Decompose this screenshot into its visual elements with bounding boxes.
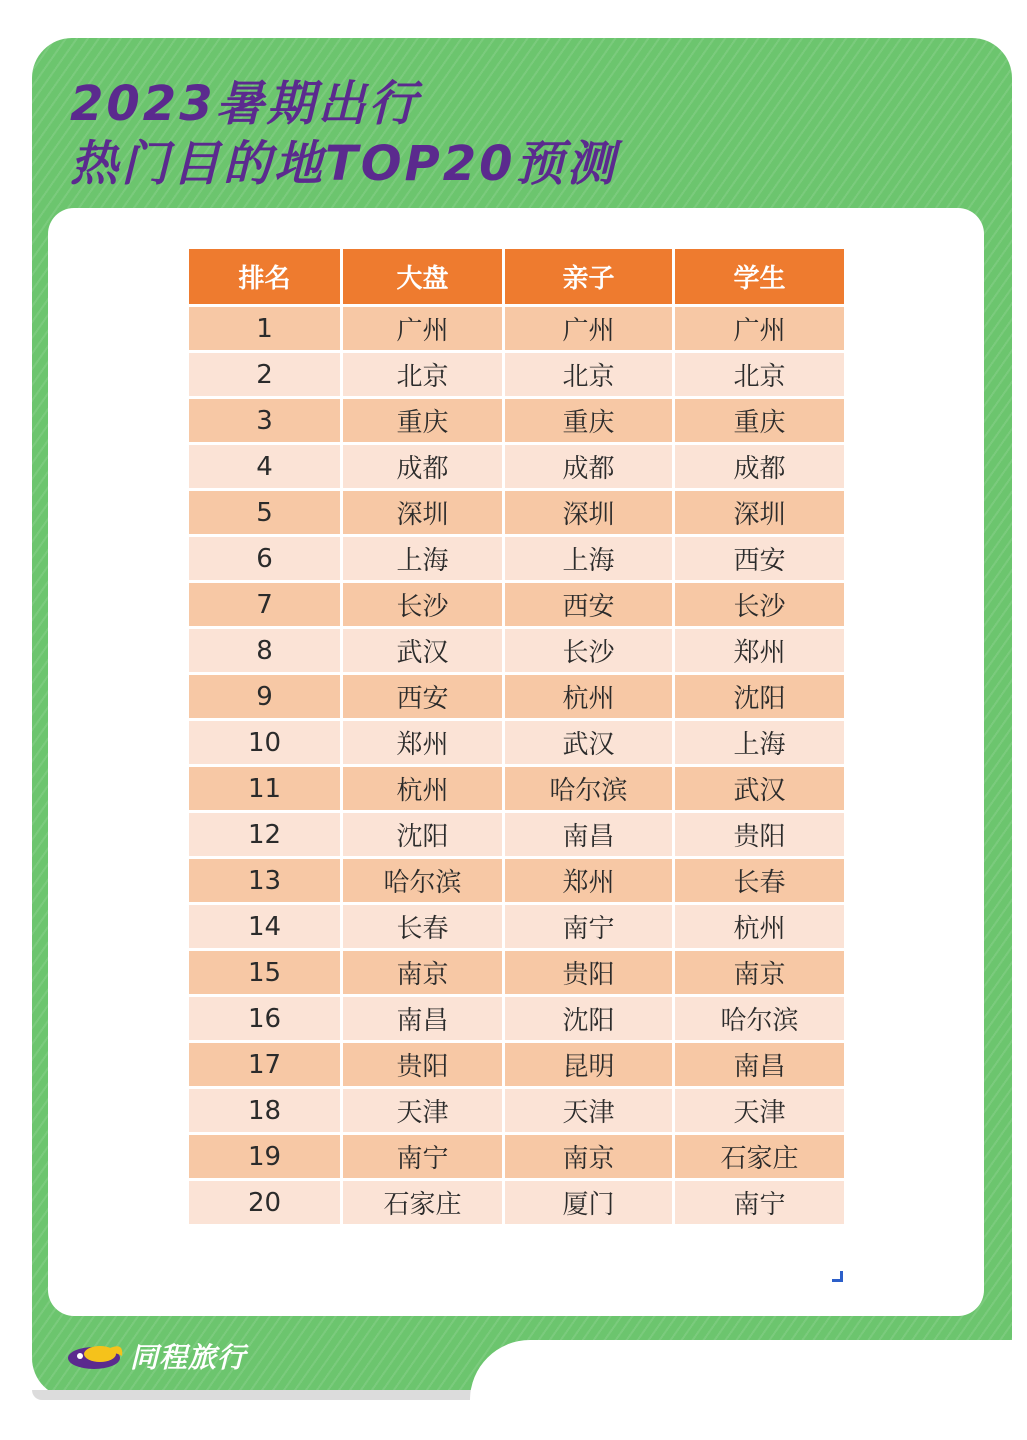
family-cell: 深圳 [504, 490, 674, 536]
student-cell: 重庆 [674, 398, 846, 444]
student-cell: 深圳 [674, 490, 846, 536]
student-cell: 长春 [674, 858, 846, 904]
overall-cell: 哈尔滨 [342, 858, 504, 904]
family-cell: 成都 [504, 444, 674, 490]
family-cell: 长沙 [504, 628, 674, 674]
rank-cell: 4 [188, 444, 342, 490]
table-row [188, 674, 846, 720]
rank-cell: 5 [188, 490, 342, 536]
family-cell: 天津 [504, 1088, 674, 1134]
family-cell: 武汉 [504, 720, 674, 766]
table-body [188, 306, 846, 1226]
family-cell: 哈尔滨 [504, 766, 674, 812]
table-row [188, 858, 846, 904]
rank-cell: 18 [188, 1088, 342, 1134]
rank-cell: 17 [188, 1042, 342, 1088]
family-cell: 南京 [504, 1134, 674, 1180]
overall-cell: 长春 [342, 904, 504, 950]
table-row [188, 444, 846, 490]
student-cell: 沈阳 [674, 674, 846, 720]
student-cell: 武汉 [674, 766, 846, 812]
table-row [188, 490, 846, 536]
card-shadow [32, 1390, 472, 1400]
student-cell: 南京 [674, 950, 846, 996]
table-corner-mark [832, 1271, 843, 1282]
family-cell: 广州 [504, 306, 674, 352]
table-header-row [188, 248, 846, 306]
overall-cell: 北京 [342, 352, 504, 398]
card-notch [470, 1340, 1027, 1440]
student-cell: 广州 [674, 306, 846, 352]
overall-cell: 沈阳 [342, 812, 504, 858]
header-family: 亲子 [504, 248, 674, 306]
family-cell: 上海 [504, 536, 674, 582]
family-cell: 厦门 [504, 1180, 674, 1226]
header-student: 学生 [674, 248, 846, 306]
overall-cell: 南昌 [342, 996, 504, 1042]
student-cell: 西安 [674, 536, 846, 582]
family-cell: 北京 [504, 352, 674, 398]
header-rank: 排名 [188, 248, 342, 306]
title-line-2: 热门目的地TOP20预测 [70, 136, 618, 192]
rank-cell: 1 [188, 306, 342, 352]
family-cell: 西安 [504, 582, 674, 628]
table-row [188, 812, 846, 858]
overall-cell: 武汉 [342, 628, 504, 674]
student-cell: 石家庄 [674, 1134, 846, 1180]
family-cell: 沈阳 [504, 996, 674, 1042]
rank-cell: 3 [188, 398, 342, 444]
ranking-table [186, 246, 847, 1227]
page-title [70, 74, 618, 194]
family-cell: 昆明 [504, 1042, 674, 1088]
student-cell: 南宁 [674, 1180, 846, 1226]
overall-cell: 南宁 [342, 1134, 504, 1180]
overall-cell: 广州 [342, 306, 504, 352]
brand-logo [66, 1336, 246, 1376]
overall-cell: 上海 [342, 536, 504, 582]
rank-cell: 20 [188, 1180, 342, 1226]
student-cell: 郑州 [674, 628, 846, 674]
student-cell: 杭州 [674, 904, 846, 950]
table-row [188, 306, 846, 352]
rank-cell: 13 [188, 858, 342, 904]
overall-cell: 石家庄 [342, 1180, 504, 1226]
brand-name: 同程旅行 [130, 1341, 247, 1374]
table-row [188, 720, 846, 766]
family-cell: 贵阳 [504, 950, 674, 996]
table-row [188, 996, 846, 1042]
rank-cell: 10 [188, 720, 342, 766]
overall-cell: 重庆 [342, 398, 504, 444]
family-cell: 南昌 [504, 812, 674, 858]
rank-cell: 14 [188, 904, 342, 950]
family-cell: 南宁 [504, 904, 674, 950]
table-row [188, 1180, 846, 1226]
table-row [188, 352, 846, 398]
tongcheng-logo-icon [66, 1338, 126, 1374]
student-cell: 北京 [674, 352, 846, 398]
overall-cell: 成都 [342, 444, 504, 490]
rank-cell: 9 [188, 674, 342, 720]
table-row [188, 536, 846, 582]
title-line-1: 2023暑期出行 [70, 76, 420, 132]
overall-cell: 深圳 [342, 490, 504, 536]
overall-cell: 杭州 [342, 766, 504, 812]
student-cell: 南昌 [674, 1042, 846, 1088]
family-cell: 郑州 [504, 858, 674, 904]
student-cell: 天津 [674, 1088, 846, 1134]
rank-cell: 11 [188, 766, 342, 812]
rank-cell: 2 [188, 352, 342, 398]
table-row [188, 628, 846, 674]
table-row [188, 904, 846, 950]
rank-cell: 8 [188, 628, 342, 674]
table-row [188, 766, 846, 812]
overall-cell: 南京 [342, 950, 504, 996]
overall-cell: 西安 [342, 674, 504, 720]
rank-cell: 19 [188, 1134, 342, 1180]
rank-cell: 7 [188, 582, 342, 628]
rank-cell: 16 [188, 996, 342, 1042]
table-row [188, 582, 846, 628]
overall-cell: 天津 [342, 1088, 504, 1134]
header-overall: 大盘 [342, 248, 504, 306]
family-cell: 杭州 [504, 674, 674, 720]
rank-cell: 15 [188, 950, 342, 996]
rank-cell: 12 [188, 812, 342, 858]
overall-cell: 长沙 [342, 582, 504, 628]
rank-cell: 6 [188, 536, 342, 582]
overall-cell: 贵阳 [342, 1042, 504, 1088]
overall-cell: 郑州 [342, 720, 504, 766]
table-row [188, 950, 846, 996]
student-cell: 成都 [674, 444, 846, 490]
table-row [188, 398, 846, 444]
student-cell: 哈尔滨 [674, 996, 846, 1042]
student-cell: 上海 [674, 720, 846, 766]
student-cell: 贵阳 [674, 812, 846, 858]
table-row [188, 1134, 846, 1180]
family-cell: 重庆 [504, 398, 674, 444]
table-row [188, 1042, 846, 1088]
student-cell: 长沙 [674, 582, 846, 628]
table-row [188, 1088, 846, 1134]
